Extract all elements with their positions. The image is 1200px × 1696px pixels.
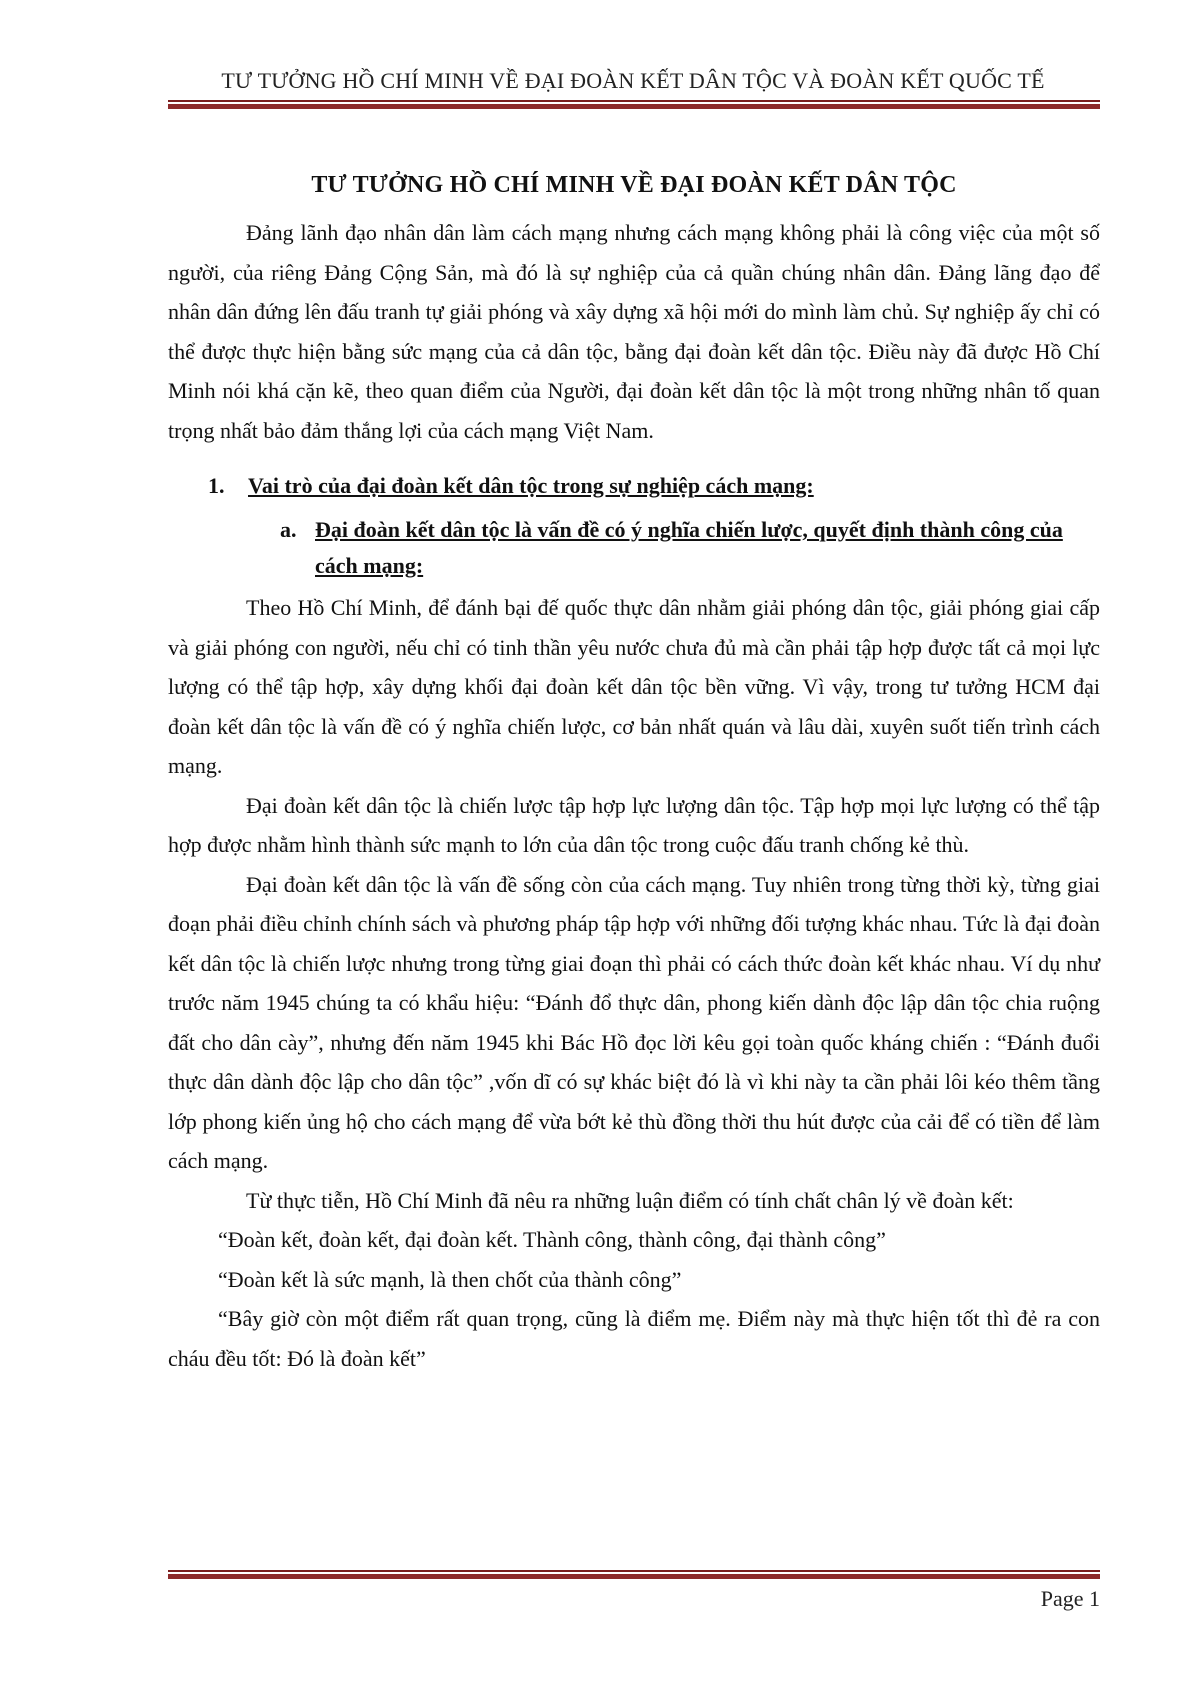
document-body bbox=[168, 172, 1100, 1378]
section-heading-1 bbox=[208, 468, 1100, 504]
quote-line: “Đoàn kết, đoàn kết, đại đoàn kết. Thành công, thành công, đại thành công” bbox=[218, 1227, 886, 1252]
document-title: TƯ TƯỞNG HỒ CHÍ MINH VỀ ĐẠI ĐOÀN KẾT DÂN TỘC bbox=[311, 172, 957, 198]
intro-paragraph: Đảng lãnh đạo nhân dân làm cách mạng nhưng cách mạng không phải là công việc của một số người, của riêng Đảng Cộng Sản, mà đó là sự nghiệp của cả quần chúng nhân dân. Đảng lãng đạo để nhân dân đứng lên đấu tranh tự giải phóng và xây dựng xã hội mới do mình làm chủ. Sự nghiệp ấy chỉ có thể được thực hiện bằng sức mạng của cả dân tộc, bằng đại đoàn kết dân tộc. Điều này đã được Hồ Chí Minh nói khá cặn kẽ, theo quan điểm của Người, đại đoàn kết dân tộc là một trong những nhân tố quan trọng nhất bảo đảm thắng lợi của cách mạng Việt Nam. bbox=[168, 220, 1100, 443]
body-paragraph: Đại đoàn kết dân tộc là vấn đề sống còn của cách mạng. Tuy nhiên trong từng thời kỳ, từng giai đoạn phải điều chỉnh chính sách và phương pháp tập hợp với những đối tượng khác nhau. Tức là đại đoàn kết dân tộc là chiến lược nhưng trong từng giai đoạn thì phải có cách thức đoàn kết khác nhau. Ví dụ như trước năm 1945 chúng ta có khẩu hiệu: “Đánh đổ thực dân, phong kiến dành độc lập dân tộc chia ruộng đất cho dân cày”, nhưng đến năm 1945 khi Bác Hồ đọc lời kêu gọi toàn quốc kháng chiến : “Đánh đuổi thực dân dành độc lập cho dân tộc” ,vốn dĩ có sự khác biệt đó là vì khi này ta cần phải lôi kéo thêm tầng lớp phong kiến ủng hộ cho cách mạng để vừa bớt kẻ thù đồng thời thu hút được của cải để có tiền để làm cách mạng. bbox=[168, 871, 1100, 1173]
subsection-heading-a bbox=[280, 512, 1100, 584]
subsection-number: a. bbox=[280, 517, 297, 542]
body-paragraph: Đại đoàn kết dân tộc là chiến lược tập hợp lực lượng dân tộc. Tập hợp mọi lực lượng có thể tập hợp được nhằm hình thành sức mạnh to lớn của dân tộc trong cuộc đấu tranh chống kẻ thù. bbox=[168, 792, 1100, 857]
quote-line: “Đoàn kết là sức mạnh, là then chốt của thành công” bbox=[218, 1266, 682, 1292]
quote-line: “Bây giờ còn một điểm rất quan trọng, cũng là điểm mẹ. Điểm này mà thực hiện tốt thì đẻ ra con cháu đều tốt: Đó là đoàn kết” bbox=[168, 1306, 1100, 1371]
page-number: Page 1 bbox=[1040, 1586, 1100, 1611]
section-number: 1. bbox=[208, 473, 225, 498]
header-divider bbox=[168, 100, 1100, 109]
section-title: Vai trò của đại đoàn kết dân tộc trong sự nghiệp cách mạng: bbox=[248, 473, 814, 498]
subsection-title: Đại đoàn kết dân tộc là vấn đề có ý nghĩa chiến lược, quyết định thành công của cách mạng: bbox=[315, 517, 1063, 578]
footer-divider bbox=[168, 1570, 1100, 1579]
running-header: TƯ TƯỞNG HỒ CHÍ MINH VỀ ĐẠI ĐOÀN KẾT DÂN TỘC VÀ ĐOÀN KẾT QUỐC TẾ bbox=[221, 68, 1045, 93]
body-paragraph: Theo Hồ Chí Minh, để đánh bại đế quốc thực dân nhằm giải phóng dân tộc, giải phóng giai cấp và giải phóng con người, nếu chỉ có tinh thần yêu nước chưa đủ mà cần phải tập hợp được tất cả mọi lực lượng có thể tập hợp, xây dựng khối đại đoàn kết dân tộc bền vững. Vì vậy, trong tư tưởng HCM đại đoàn kết dân tộc là vấn đề có ý nghĩa chiến lược, cơ bản nhất quán và lâu dài, xuyên suốt tiến trình cách mạng. bbox=[168, 595, 1100, 778]
body-paragraph: Từ thực tiễn, Hồ Chí Minh đã nêu ra những luận điểm có tính chất chân lý về đoàn kết: bbox=[246, 1187, 1014, 1213]
